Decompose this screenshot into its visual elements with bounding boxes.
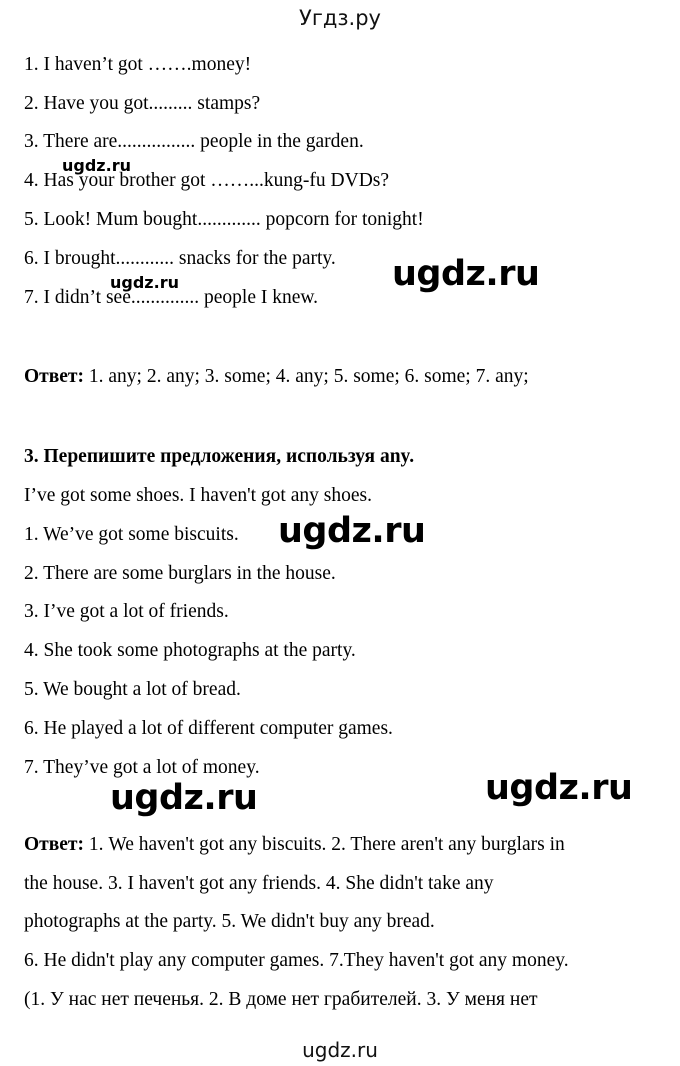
site-footer: ugdz.ru (302, 1038, 378, 1062)
ex3-title: 3. Перепишите предложения, используя any. (24, 446, 415, 467)
ex3-answer-line-5: (1. У нас нет печенья. 2. В доме нет грабителей. 3. У меня нет (24, 989, 538, 1010)
ex3-item-4: 4. She took some photographs at the party. (24, 640, 356, 661)
ex2-item-2: 2. Have you got......... stamps? (24, 93, 261, 114)
watermark-large: ugdz.ru (392, 254, 540, 294)
ex3-example: I’ve got some shoes. I haven't got any shoes. (24, 485, 372, 506)
ex3-item-5: 5. We bought a lot of bread. (24, 679, 241, 700)
ex3-item-7: 7. They’ve got a lot of money. (24, 757, 260, 778)
ex3-answer-line-1 (24, 834, 565, 856)
ex2-item-3: 3. There are................ people in the garden. (24, 131, 364, 152)
ex3-item-3: 3. I’ve got a lot of friends. (24, 601, 229, 622)
ex3-item-1: 1. We’ve got some biscuits. (24, 524, 239, 545)
watermark-small: ugdz.ru (110, 273, 179, 292)
answer-text: 1. We haven't got any biscuits. 2. There aren't any burglars in (84, 834, 565, 855)
watermark-large: ugdz.ru (278, 511, 426, 551)
watermark-large: ugdz.ru (110, 778, 258, 818)
ex2-item-1: 1. I haven’t got …….money! (24, 54, 252, 75)
ex3-item-2: 2. There are some burglars in the house. (24, 563, 336, 584)
ex2-item-7: 7. I didn’t see.............. people I knew. (24, 287, 319, 308)
ex3-item-6: 6. He played a lot of different computer games. (24, 718, 393, 739)
site-header: Угдз.ру (299, 6, 381, 30)
ex2-item-4: 4. Has your brother got ……...kung-fu DVDs? (24, 170, 390, 191)
answer-label: Ответ: (24, 366, 85, 387)
ex2-item-5: 5. Look! Mum bought............. popcorn for tonight! (24, 209, 424, 230)
ex2-item-6: 6. I brought............ snacks for the party. (24, 248, 336, 269)
watermark-small: ugdz.ru (62, 156, 131, 175)
ex2-answer (24, 366, 529, 388)
ex3-answer-line-3: photographs at the party. 5. We didn't buy any bread. (24, 911, 435, 932)
answer-text: 1. any; 2. any; 3. some; 4. any; 5. some; 6. some; 7. any; (84, 366, 529, 387)
answer-label: Ответ: (24, 834, 85, 855)
watermark-large: ugdz.ru (485, 768, 633, 808)
ex3-answer-line-4: 6. He didn't play any computer games. 7.They haven't got any money. (24, 950, 569, 971)
ex3-answer-line-2: the house. 3. I haven't got any friends. 4. She didn't take any (24, 873, 494, 894)
